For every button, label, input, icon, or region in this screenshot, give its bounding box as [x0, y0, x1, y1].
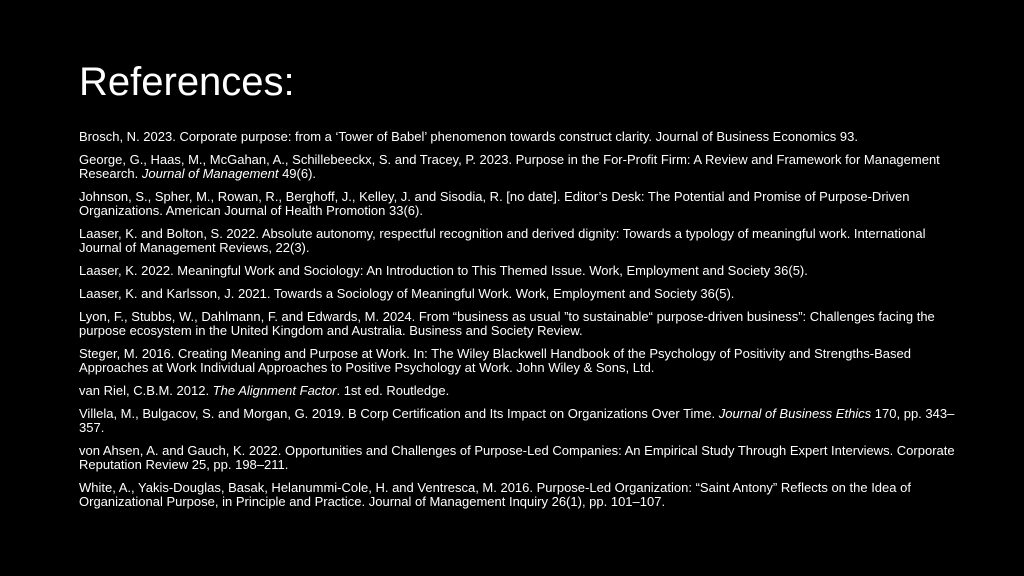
- slide-title: References:: [79, 60, 295, 104]
- reference-text: Brosch, N. 2023. Corporate purpose: from a ‘Tower of Babel’ phenomenon towards construct clarity. Journal of Business Economics 93.: [79, 129, 858, 144]
- reference-item: [79, 407, 959, 435]
- reference-text: Villela, M., Bulgacov, S. and Morgan, G. 2019. B Corp Certification and Its Impact on Organizations Over Time.: [79, 406, 719, 421]
- reference-item: [79, 287, 959, 301]
- reference-item: [79, 264, 959, 278]
- reference-text: Johnson, S., Spher, M., Rowan, R., Berghoff, J., Kelley, J. and Sisodia, R. [no date]. Editor’s Desk: The Potential and Promise of Purpose-Driven Organizations. American Journal of Health Promotion 33(6).: [79, 189, 910, 218]
- reference-item: [79, 130, 959, 144]
- reference-item: [79, 444, 959, 472]
- reference-journal: Journal of Business Ethics: [718, 406, 872, 421]
- reference-text-end: . 1st ed. Routledge.: [336, 383, 450, 398]
- reference-text: von Ahsen, A. and Gauch, K. 2022. Opportunities and Challenges of Purpose-Led Companies: An Empirical Study Through Expert Interviews. Corporate Reputation Review 25, pp. 198–211.: [79, 443, 955, 472]
- reference-journal: Journal of Management: [141, 166, 279, 181]
- reference-item: [79, 227, 959, 255]
- reference-item: [79, 347, 959, 375]
- reference-list: [79, 130, 959, 518]
- reference-text: Laaser, K. and Karlsson, J. 2021. Towards a Sociology of Meaningful Work. Work, Employment and Society 36(5).: [79, 286, 735, 301]
- reference-text-end: 49(6).: [278, 166, 317, 181]
- reference-item: [79, 384, 959, 398]
- reference-text: George, G., Haas, M., McGahan, A., Schillebeeckx, S. and Tracey, P. 2023. Purpose in the For-Profit Firm: A Review and Framework for Management Research.: [79, 152, 940, 181]
- reference-text: Laaser, K. and Bolton, S. 2022. Absolute autonomy, respectful recognition and derived dignity: Towards a typology of meaningful work. International Journal of Management Reviews, 22(3).: [79, 226, 926, 255]
- reference-item: [79, 310, 959, 338]
- reference-book-title: The Alignment Factor: [212, 383, 337, 398]
- reference-text: Lyon, F., Stubbs, W., Dahlmann, F. and Edwards, M. 2024. From “business as usual ”to sustainable“ purpose-driven business”: Challenges facing the purpose ecosystem in the United Kingdom and Australia. Business and Society Review.: [79, 309, 935, 338]
- reference-text: van Riel, C.B.M. 2012.: [79, 383, 213, 398]
- reference-text-end: 170, pp. 343–357.: [79, 406, 955, 435]
- reference-item: [79, 153, 959, 181]
- reference-text: Laaser, K. 2022. Meaningful Work and Sociology: An Introduction to This Themed Issue. Work, Employment and Society 36(5).: [79, 263, 808, 278]
- reference-item: [79, 481, 959, 509]
- reference-text: White, A., Yakis-Douglas, Basak, Helanummi-Cole, H. and Ventresca, M. 2016. Purpose-Led Organization: “Saint Antony” Reflects on the Idea of Organizational Purpose, in Principle and Practice. Journal of Management Inquiry 26(1), pp. 101–107.: [79, 480, 911, 509]
- reference-item: [79, 190, 959, 218]
- reference-text: Steger, M. 2016. Creating Meaning and Purpose at Work. In: The Wiley Blackwell Handbook of the Psychology of Positivity and Strengths-Based Approaches at Work Individual Approaches to Positive Psychology at Work. John Wiley & Sons, Ltd.: [79, 346, 911, 375]
